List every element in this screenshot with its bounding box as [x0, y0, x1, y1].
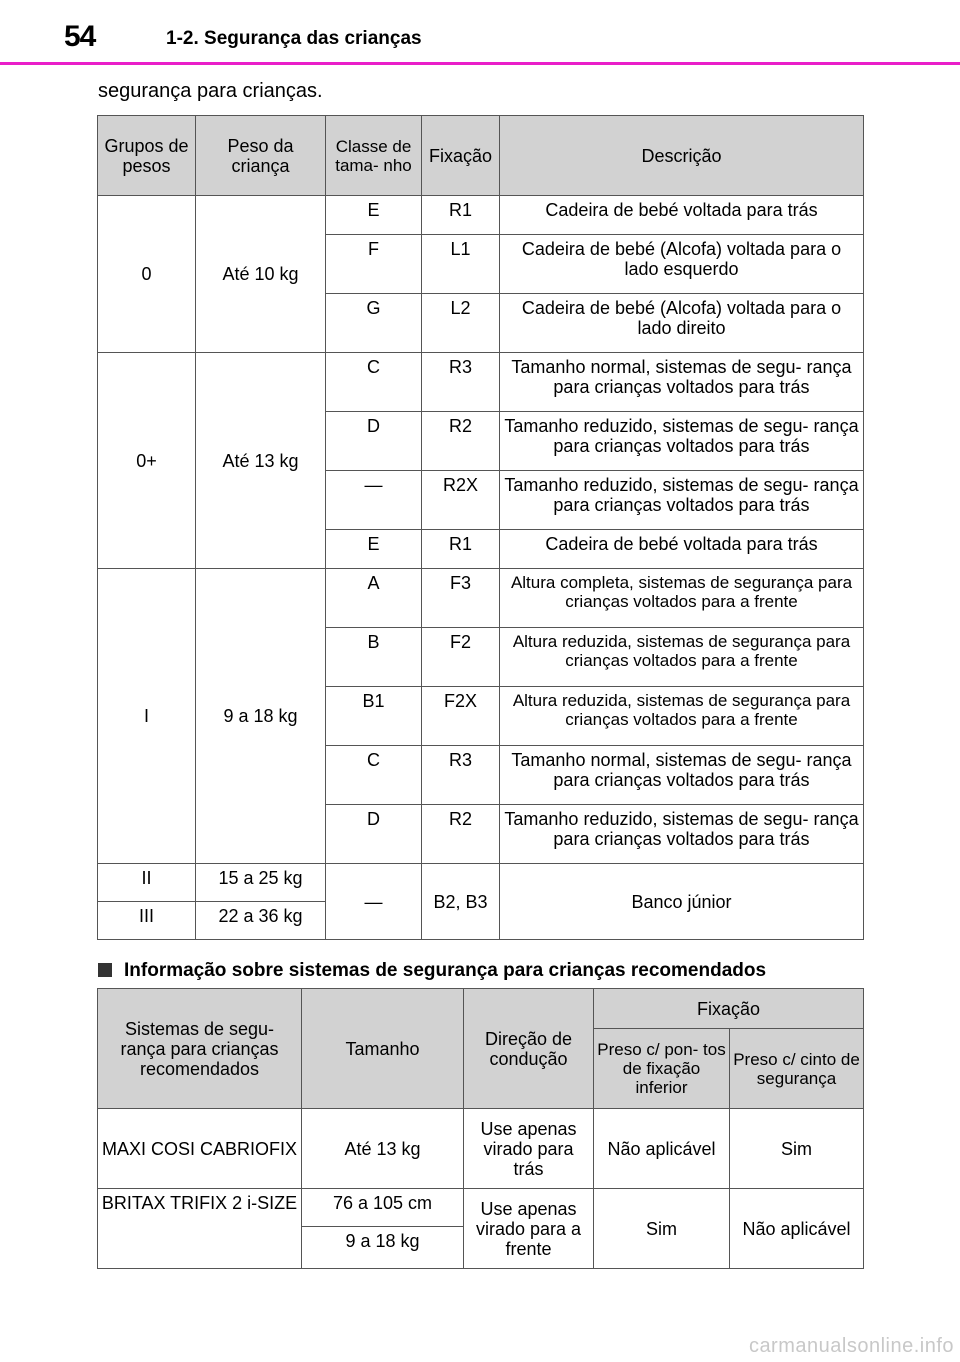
fixation-cell: F3	[422, 569, 500, 628]
description-cell: Tamanho reduzido, sistemas de segu- rança para crianças voltados para trás	[500, 805, 864, 864]
fixation-cell: F2	[422, 628, 500, 687]
weight-cell: 15 a 25 kg	[196, 864, 326, 902]
direction-cell: Use apenas virado para trás	[464, 1109, 594, 1189]
fixation-cell: R3	[422, 746, 500, 805]
size-cell: D	[326, 805, 422, 864]
fixation-cell: R2X	[422, 471, 500, 530]
table-header-row	[98, 989, 864, 1029]
table-header-row	[98, 116, 864, 196]
weight-group-table	[97, 115, 864, 940]
col-header-belt: Preso c/ cinto de segurança	[730, 1029, 864, 1109]
size-cell: E	[326, 196, 422, 235]
size-cell: E	[326, 530, 422, 569]
size-cell: B	[326, 628, 422, 687]
description-cell: Cadeira de bebé voltada para trás	[500, 530, 864, 569]
col-header-description: Descrição	[500, 116, 864, 196]
description-cell: Cadeira de bebé (Alcofa) voltada para o lado esquerdo	[500, 235, 864, 294]
size-cell: D	[326, 412, 422, 471]
col-header-fixation: Fixação	[594, 989, 864, 1029]
description-cell: Tamanho reduzido, sistemas de segu- rança para crianças voltados para trás	[500, 471, 864, 530]
weight-cell: 9 a 18 kg	[196, 569, 326, 864]
anchor-cell: Não aplicável	[594, 1109, 730, 1189]
col-header-direction: Direção de condução	[464, 989, 594, 1109]
belt-cell: Não aplicável	[730, 1189, 864, 1269]
size-cell: 76 a 105 cm	[302, 1189, 464, 1227]
size-cell: Até 13 kg	[302, 1109, 464, 1189]
table-row	[98, 569, 864, 628]
direction-cell: Use apenas virado para a frente	[464, 1189, 594, 1269]
weight-cell: 22 a 36 kg	[196, 902, 326, 940]
anchor-cell: Sim	[594, 1189, 730, 1269]
description-cell: Cadeira de bebé voltada para trás	[500, 196, 864, 235]
description-cell: Altura completa, sistemas de segurança para crianças voltados para a frente	[500, 569, 864, 628]
size-cell: G	[326, 294, 422, 353]
table-row	[98, 196, 864, 235]
belt-cell: Sim	[730, 1109, 864, 1189]
size-cell: —	[326, 471, 422, 530]
size-cell: C	[326, 746, 422, 805]
square-bullet-icon	[98, 963, 112, 977]
subheading	[98, 960, 766, 982]
group-cell: II	[98, 864, 196, 902]
watermark: carmanualsonline.info	[748, 1335, 954, 1357]
subheading-text: Informação sobre sistemas de segurança para crianças recomendados	[124, 960, 767, 981]
col-header-group: Grupos de pesos	[98, 116, 196, 196]
table-row	[98, 864, 864, 902]
group-cell: 0	[98, 196, 196, 353]
size-cell: B1	[326, 687, 422, 746]
fixation-cell: B2, B3	[422, 864, 500, 940]
fixation-cell: R1	[422, 530, 500, 569]
table-row	[98, 1189, 864, 1227]
fixation-cell: R1	[422, 196, 500, 235]
section-title: 1-2. Segurança das crianças	[166, 28, 422, 49]
page-header	[0, 0, 960, 66]
size-cell: A	[326, 569, 422, 628]
group-cell: 0+	[98, 353, 196, 569]
size-cell: —	[326, 864, 422, 940]
col-header-size: Tamanho	[302, 989, 464, 1109]
size-cell: F	[326, 235, 422, 294]
size-cell: 9 a 18 kg	[302, 1227, 464, 1269]
col-header-size-class: Classe de tama- nho	[326, 116, 422, 196]
col-header-fixation: Fixação	[422, 116, 500, 196]
description-cell: Altura reduzida, sistemas de segurança para crianças voltados para a frente	[500, 687, 864, 746]
fixation-cell: F2X	[422, 687, 500, 746]
description-cell: Tamanho reduzido, sistemas de segu- rança para crianças voltados para trás	[500, 412, 864, 471]
fixation-cell: L1	[422, 235, 500, 294]
size-cell: C	[326, 353, 422, 412]
description-cell: Tamanho normal, sistemas de segu- rança para crianças voltados para trás	[500, 746, 864, 805]
fixation-cell: R2	[422, 412, 500, 471]
group-cell: I	[98, 569, 196, 864]
system-cell: BRITAX TRIFIX 2 i-SIZE	[98, 1189, 302, 1269]
weight-cell: Até 13 kg	[196, 353, 326, 569]
col-header-weight: Peso da criança	[196, 116, 326, 196]
description-cell: Altura reduzida, sistemas de segurança para crianças voltados para a frente	[500, 628, 864, 687]
fixation-cell: R3	[422, 353, 500, 412]
description-cell: Tamanho normal, sistemas de segu- rança para crianças voltados para trás	[500, 353, 864, 412]
group-cell: III	[98, 902, 196, 940]
intro-text: segurança para crianças.	[98, 80, 323, 102]
table-row	[98, 1109, 864, 1189]
description-cell: Banco júnior	[500, 864, 864, 940]
col-header-anchor: Preso c/ pon- tos de fixação inferior	[594, 1029, 730, 1109]
table-row	[98, 353, 864, 412]
col-header-system: Sistemas de segu- rança para crianças recomendados	[98, 989, 302, 1109]
page-number: 54	[64, 20, 96, 53]
weight-cell: Até 10 kg	[196, 196, 326, 353]
system-cell: MAXI COSI CABRIOFIX	[98, 1109, 302, 1189]
fixation-cell: L2	[422, 294, 500, 353]
header-divider	[0, 62, 960, 65]
fixation-cell: R2	[422, 805, 500, 864]
recommended-systems-table	[97, 988, 864, 1269]
description-cell: Cadeira de bebé (Alcofa) voltada para o lado direito	[500, 294, 864, 353]
